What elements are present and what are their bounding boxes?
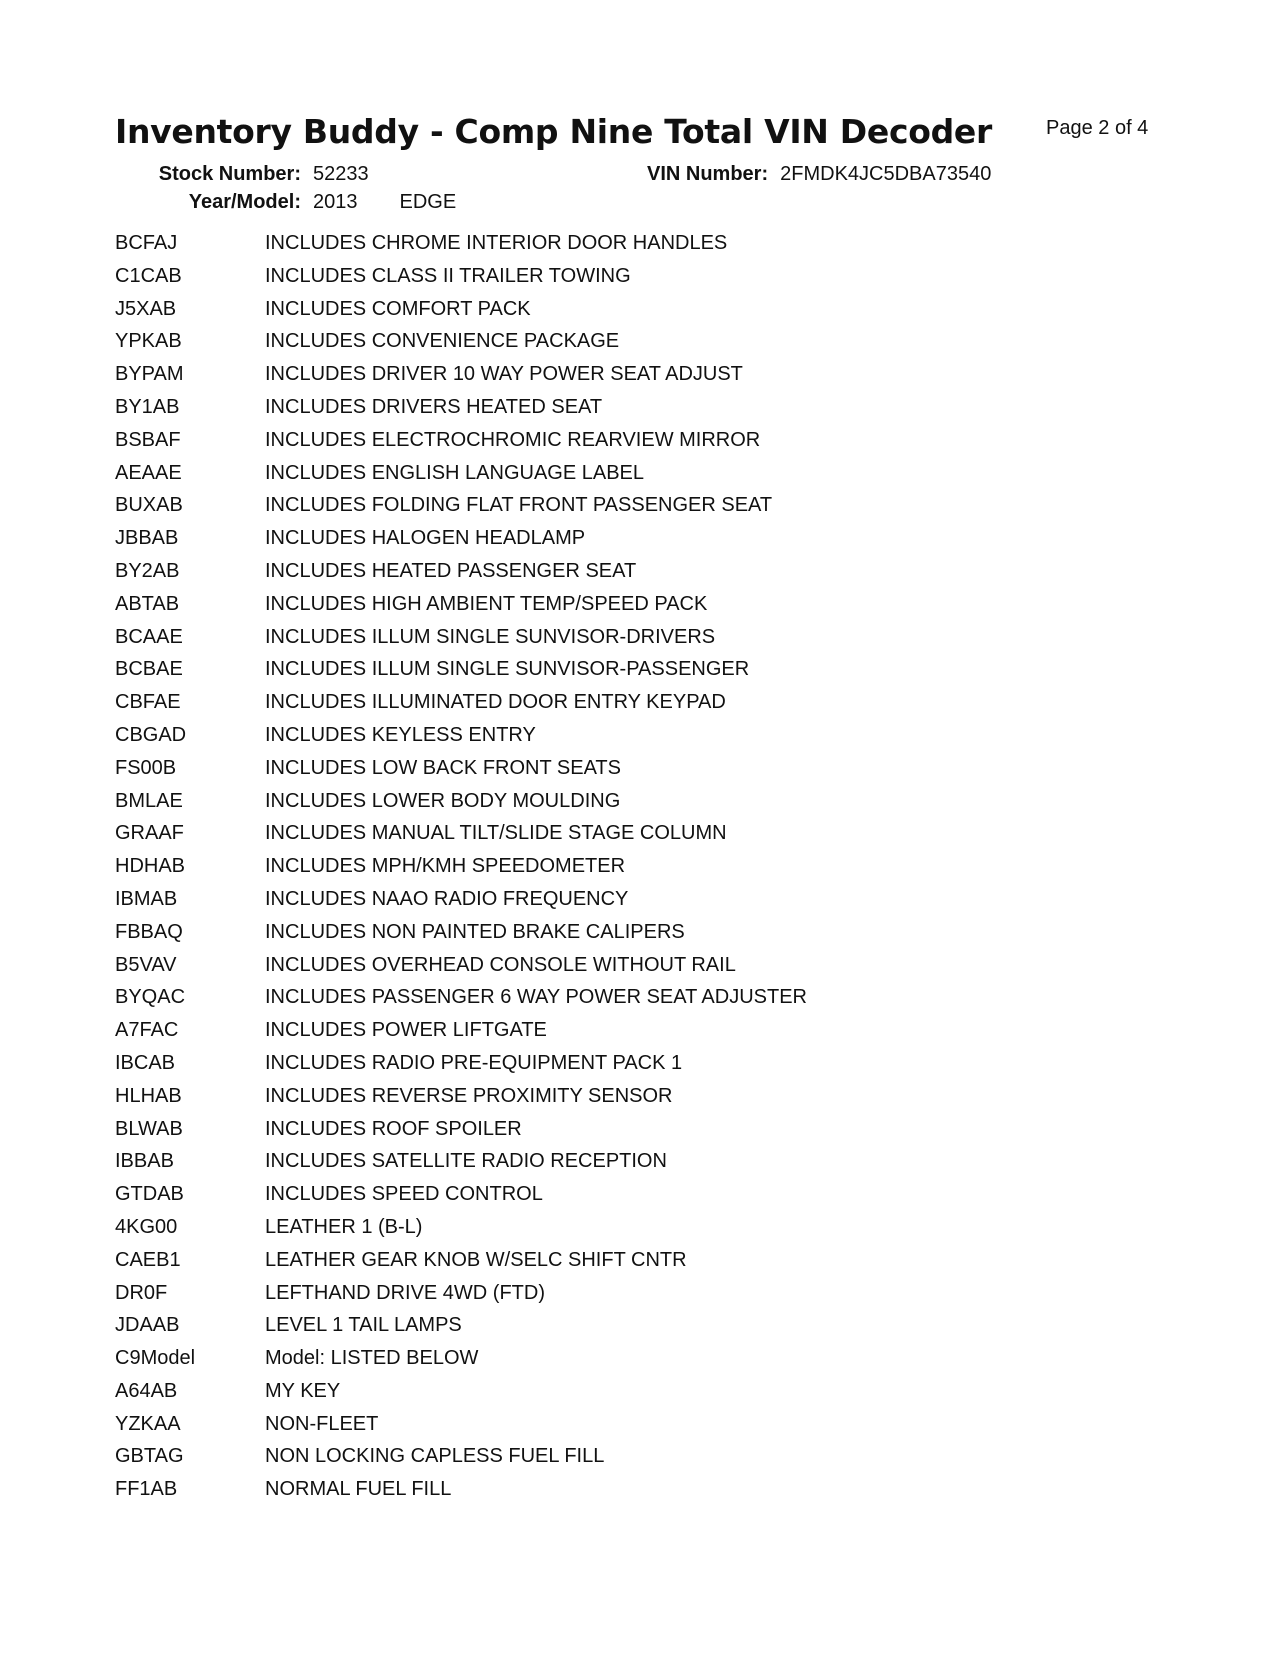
option-code-list	[115, 229, 807, 1508]
option-code: A64AB	[115, 1379, 178, 1402]
option-row	[115, 623, 807, 656]
option-description: INCLUDES DRIVERS HEATED SEAT	[265, 395, 603, 418]
option-code: ABTAB	[115, 592, 180, 615]
option-description: INCLUDES HIGH AMBIENT TEMP/SPEED PACK	[265, 592, 708, 615]
option-description: INCLUDES DRIVER 10 WAY POWER SEAT ADJUST	[265, 363, 743, 386]
option-code: IBCAB	[115, 1051, 176, 1074]
option-row	[115, 1311, 807, 1344]
option-description: NON-FLEET	[265, 1412, 379, 1435]
option-row	[115, 951, 807, 984]
vin-number-value: 2FMDK4JC5DBA73540	[780, 163, 992, 185]
option-description: INCLUDES ROOF SPOILER	[265, 1117, 522, 1140]
option-description: INCLUDES HEATED PASSENGER SEAT	[265, 559, 637, 582]
option-code: GBTAG	[115, 1445, 184, 1468]
option-code: BLWAB	[115, 1117, 183, 1140]
model-value: EDGE	[399, 191, 457, 213]
option-row	[115, 787, 807, 820]
option-code: JBBAB	[115, 527, 179, 550]
option-description: INCLUDES NON PAINTED BRAKE CALIPERS	[265, 920, 685, 943]
option-row	[115, 1475, 807, 1508]
option-row	[115, 1082, 807, 1115]
option-description: LEFTHAND DRIVE 4WD (FTD)	[265, 1281, 545, 1304]
option-description: NORMAL FUEL FILL	[265, 1478, 452, 1501]
option-code: BCAAE	[115, 625, 183, 648]
stock-number-row	[115, 163, 369, 186]
option-row	[115, 327, 807, 360]
option-row	[115, 426, 807, 459]
vin-number-label: VIN Number:	[647, 163, 769, 185]
option-description: INCLUDES ILLUM SINGLE SUNVISOR-PASSENGER	[265, 658, 750, 681]
year-model-row	[115, 191, 456, 214]
option-description: INCLUDES RADIO PRE-EQUIPMENT PACK 1	[265, 1051, 683, 1074]
option-code: IBBAB	[115, 1150, 174, 1173]
option-code: CBGAD	[115, 723, 187, 746]
option-code: JDAAB	[115, 1314, 180, 1337]
option-description: INCLUDES POWER LIFTGATE	[265, 1019, 547, 1042]
option-code: FS00B	[115, 756, 177, 779]
option-code: B5VAV	[115, 953, 177, 976]
option-description: INCLUDES COMFORT PACK	[265, 297, 531, 320]
option-code: CAEB1	[115, 1248, 181, 1271]
option-code: 4KG00	[115, 1215, 178, 1238]
option-description: INCLUDES NAAO RADIO FREQUENCY	[265, 887, 629, 910]
option-row	[115, 459, 807, 492]
option-description: INCLUDES CONVENIENCE PACKAGE	[265, 330, 620, 353]
option-description: Model: LISTED BELOW	[265, 1347, 479, 1370]
option-row	[115, 754, 807, 787]
option-description: LEATHER GEAR KNOB W/SELC SHIFT CNTR	[265, 1248, 687, 1271]
option-row	[115, 819, 807, 852]
option-description: INCLUDES ILLUM SINGLE SUNVISOR-DRIVERS	[265, 625, 716, 648]
option-code: BY2AB	[115, 559, 180, 582]
option-code: YZKAA	[115, 1412, 181, 1435]
option-row	[115, 590, 807, 623]
option-code: AEAAE	[115, 461, 182, 484]
option-code: J5XAB	[115, 297, 177, 320]
option-row	[115, 983, 807, 1016]
option-code: HDHAB	[115, 855, 186, 878]
option-code: C1CAB	[115, 264, 182, 287]
option-description: INCLUDES LOW BACK FRONT SEATS	[265, 756, 621, 779]
option-code: A7FAC	[115, 1019, 179, 1042]
option-row	[115, 1115, 807, 1148]
option-row	[115, 1213, 807, 1246]
option-row	[115, 295, 807, 328]
option-row	[115, 1442, 807, 1475]
option-code: BY1AB	[115, 395, 180, 418]
option-code: BCBAE	[115, 658, 183, 681]
option-description: INCLUDES MPH/KMH SPEEDOMETER	[265, 855, 626, 878]
option-row	[115, 655, 807, 688]
option-description: INCLUDES ELECTROCHROMIC REARVIEW MIRROR	[265, 428, 761, 451]
option-row	[115, 1147, 807, 1180]
option-code: BCFAJ	[115, 232, 178, 254]
option-code: FF1AB	[115, 1478, 178, 1501]
option-row	[115, 721, 807, 754]
option-description: INCLUDES ENGLISH LANGUAGE LABEL	[265, 461, 645, 484]
option-description: LEVEL 1 TAIL LAMPS	[265, 1314, 462, 1337]
year-value: 2013	[313, 191, 358, 213]
option-row	[115, 885, 807, 918]
option-description: INCLUDES LOWER BODY MOULDING	[265, 789, 621, 812]
option-description: INCLUDES ILLUMINATED DOOR ENTRY KEYPAD	[265, 691, 726, 714]
option-row	[115, 1279, 807, 1312]
option-description: MY KEY	[265, 1379, 341, 1402]
option-row	[115, 918, 807, 951]
option-row	[115, 1344, 807, 1377]
option-row	[115, 393, 807, 426]
option-description: INCLUDES SPEED CONTROL	[265, 1183, 543, 1206]
option-row	[115, 1246, 807, 1279]
stock-number-label: Stock Number:	[158, 163, 301, 185]
option-row	[115, 1410, 807, 1443]
option-description: NON LOCKING CAPLESS FUEL FILL	[265, 1445, 605, 1468]
option-description: LEATHER 1 (B-L)	[265, 1215, 423, 1238]
option-row	[115, 1180, 807, 1213]
option-description: INCLUDES KEYLESS ENTRY	[265, 723, 536, 746]
option-code: IBMAB	[115, 887, 178, 910]
option-description: INCLUDES CHROME INTERIOR DOOR HANDLES	[265, 232, 728, 254]
vin-number-row	[647, 163, 991, 186]
option-description: INCLUDES CLASS II TRAILER TOWING	[265, 264, 631, 287]
option-description: INCLUDES PASSENGER 6 WAY POWER SEAT ADJUSTER	[265, 986, 807, 1009]
option-description: INCLUDES MANUAL TILT/SLIDE STAGE COLUMN	[265, 822, 727, 845]
option-description: INCLUDES SATELLITE RADIO RECEPTION	[265, 1150, 667, 1173]
option-code: CBFAE	[115, 691, 181, 714]
year-model-label: Year/Model:	[188, 191, 301, 213]
option-code: BSBAF	[115, 428, 181, 451]
option-row	[115, 262, 807, 295]
document-title: Inventory Buddy - Comp Nine Total VIN Decoder	[115, 112, 992, 151]
option-row	[115, 491, 807, 524]
option-code: YPKAB	[115, 330, 182, 353]
option-code: BMLAE	[115, 789, 183, 812]
option-description: INCLUDES FOLDING FLAT FRONT PASSENGER SEAT	[265, 494, 773, 517]
stock-number-value: 52233	[313, 163, 369, 185]
option-row	[115, 360, 807, 393]
option-description: INCLUDES HALOGEN HEADLAMP	[265, 527, 586, 550]
page-number: Page 2 of 4	[1046, 117, 1149, 139]
option-code: HLHAB	[115, 1084, 182, 1107]
option-code: BUXAB	[115, 494, 183, 517]
option-description: INCLUDES OVERHEAD CONSOLE WITHOUT RAIL	[265, 953, 736, 976]
option-row	[115, 1016, 807, 1049]
option-code: C9Model	[115, 1347, 196, 1370]
option-code: BYQAC	[115, 986, 186, 1009]
option-row	[115, 557, 807, 590]
option-code: GTDAB	[115, 1183, 184, 1206]
option-code: BYPAM	[115, 363, 184, 386]
option-code: FBBAQ	[115, 920, 183, 943]
option-description: INCLUDES REVERSE PROXIMITY SENSOR	[265, 1084, 673, 1107]
option-row	[115, 688, 807, 721]
option-row	[115, 852, 807, 885]
option-code: DR0F	[115, 1281, 168, 1304]
option-row	[115, 524, 807, 557]
option-row	[115, 1377, 807, 1410]
option-code: GRAAF	[115, 822, 184, 845]
option-row	[115, 229, 807, 262]
option-row	[115, 1049, 807, 1082]
